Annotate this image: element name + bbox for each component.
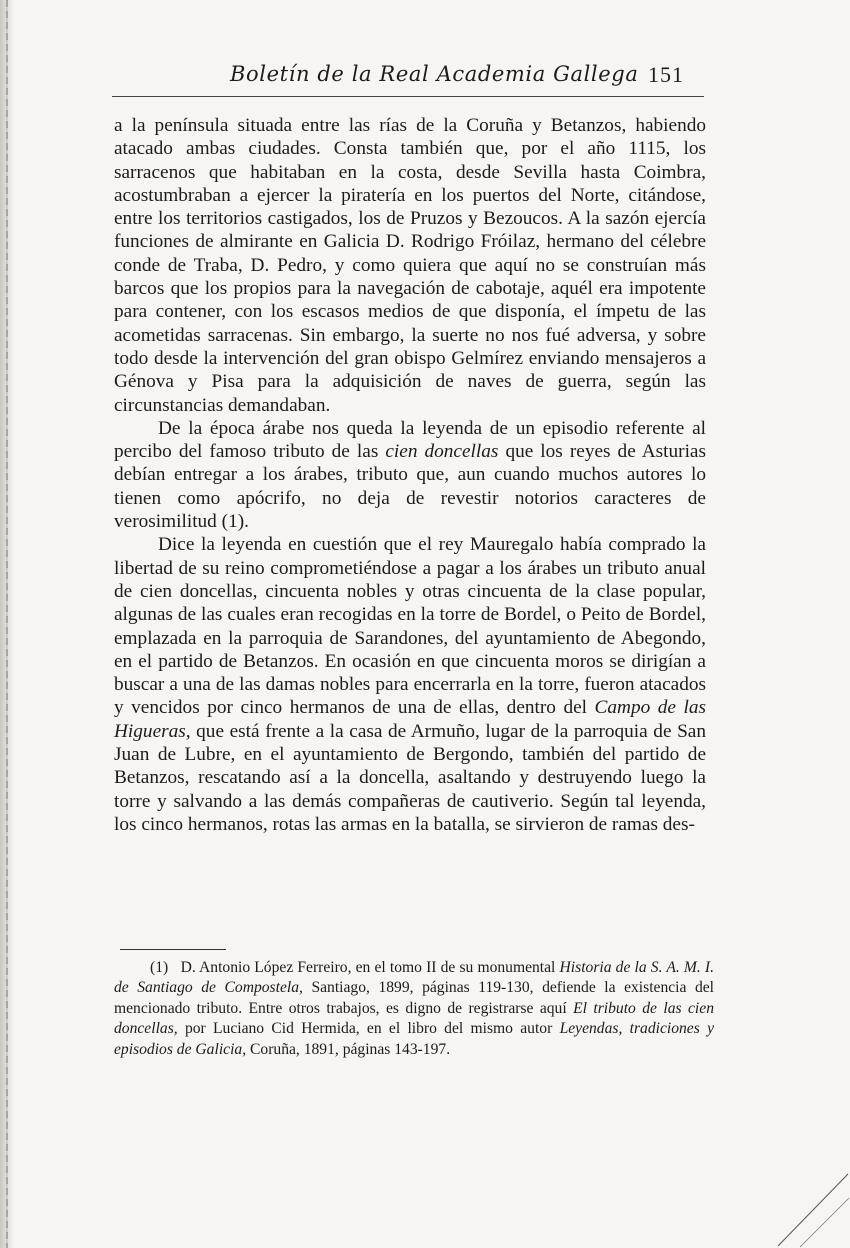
footnote-text-2: de su monumental xyxy=(436,959,560,976)
paragraph-2-text-b: que los reyes de Asturias debían entregar a los árabes, tributo que, aun cuando muchos autores lo tienen como apócrifo, no deja de revestir notorios caracteres de verosimilitud (1). xyxy=(114,441,706,533)
footnote-text-4: por Luciano Cid Hermida, en el libro del mismo autor xyxy=(177,1020,560,1038)
paragraph-1-text: a la península situada entre las rías de la Coruña y Betanzos, habiendo atacado ambas ciudades. Consta también que, por el año 1115, los sarracenos que habitaban en la costa, desde Sevilla hasta Coimbra, acostumbraban a ejercer la piratería en los puertos del Norte, citándose, entre los territorios castigados, los de Pruzos y Bezoucos. A la sazón ejercía funciones de almirante en Galicia D. Rodrigo Fróilaz, hermano del célebre conde de Traba, D. Pedro, y como quiera que aquí no se construían más barcos que los propios para la navegación de cabotaje, aquél era impotente para contener, con los escasos medios de que disponía, el ímpetu de las acometidas sarracenas. Sin embargo, la suerte no nos fué adversa, y sobre todo desde la intervención del gran obispo Gelmírez enviando mensajeros a Génova y Pisa para la adquisición de naves de guerra, según las circunstancias demandaban. xyxy=(114,115,706,416)
footnote-marker: (1) xyxy=(150,959,169,976)
body-text xyxy=(114,114,706,836)
footnote-title-2: El tributo de las cien doncellas, xyxy=(114,999,714,1038)
header-rule xyxy=(112,96,704,97)
footnote-title-3: Leyendas, tradiciones y episodios de Galicia, xyxy=(114,1020,714,1058)
scan-corner-mark xyxy=(770,1168,850,1248)
footnote-text-5: Coruña, 1891, páginas 143-197. xyxy=(246,1040,451,1058)
spine-binding-edge xyxy=(6,0,8,1248)
paragraph-2 xyxy=(114,417,706,533)
footnote-text-3: Santiago, 1899, páginas 119-130, defiende la existencia del mencionado tributo. Entre otros trabajos, es digno de registrarse aquí xyxy=(114,979,715,1017)
running-head: Boletín de la Real Academia Gallega xyxy=(230,62,639,86)
footnote-title-1: Historia de la S. A. M. I. de Santiago de Compostela, xyxy=(114,959,714,997)
paragraph-2-text-a: De la época árabe nos queda la leyenda de un episodio referente al percibo del famoso tributo de las xyxy=(114,417,706,463)
paragraph-2-emphasis: cien doncellas xyxy=(385,441,499,463)
footnote xyxy=(114,958,714,1060)
paragraph-1 xyxy=(114,114,706,417)
page-number: 151 xyxy=(648,62,684,87)
paragraph-3-text-b: que está frente a la casa de Armuño, lugar de la parroquia de San Juan de Lubre, en el ayuntamiento de Bergondo, también del partido de Betanzos, rescatando así a la doncella, asaltando y destruyendo luego la torre y salvando a las demás compañeras de cautiverio. Según tal leyenda, los cinco hermanos, rotas las armas en la batalla, se sirvieron de ramas des- xyxy=(114,720,706,835)
paragraph-3-text-a: Dice la leyenda en cuestión que el rey Mauregalo había comprado la libertad de su reino comprometiéndose a pagar a los árabes un tributo anual de cien doncellas, cincuenta nobles y otras cincuenta de la clase popular, algunas de las cuales eran recogidas en la torre de Bordel, o Peito de Bordel, emplazada en la parroquia de Sarandones, del ayuntamiento de Abegondo, en el partido de Betanzos. En ocasión en que cincuenta moros se dirigían a buscar a una de las damas nobles para encerrarla en la torre, fueron atacados y vencidos por cinco hermanos de una de ellas, dentro del xyxy=(114,534,706,719)
footnote-tome-number: II xyxy=(426,959,437,976)
page-header xyxy=(112,60,704,94)
paragraph-3 xyxy=(114,533,706,836)
footnote-rule xyxy=(120,949,226,950)
paragraph-3-emphasis: Campo de las Higueras, xyxy=(114,697,706,742)
footnote-text-1: D. Antonio López Ferreiro, en el tomo xyxy=(180,959,427,976)
